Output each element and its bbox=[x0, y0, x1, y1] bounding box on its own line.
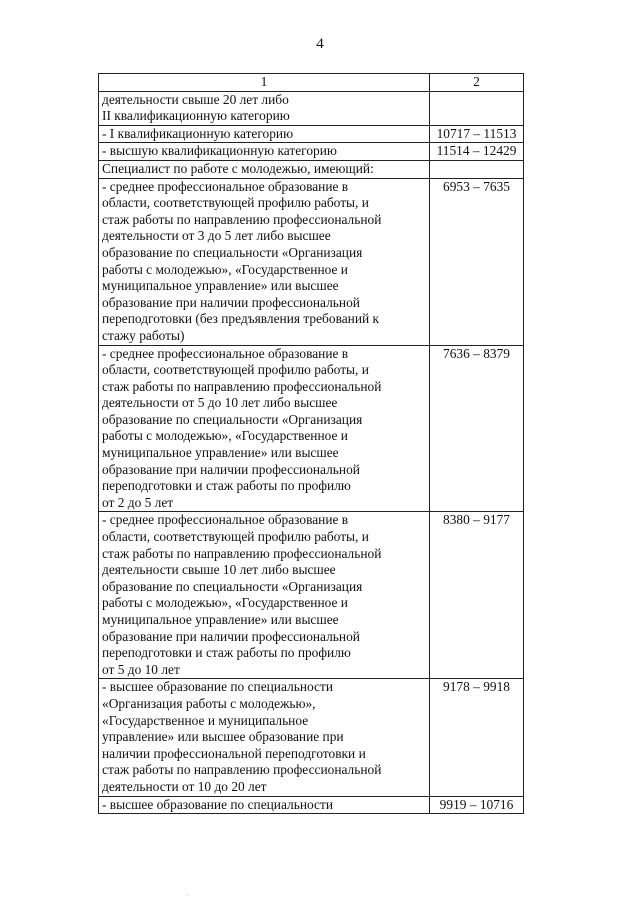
salary-range-cell: 9178 – 9918 bbox=[430, 679, 524, 796]
page-number: 4 bbox=[316, 36, 324, 52]
requirement-cell: - высшее образование по специальности «Организация работы с молодежью», «Государственное и муниципальное управление» или высшее образование при наличии профессиональной переподготовки и стаж работы по направлению профессиональной деятельности от 10 до 20 лет bbox=[99, 679, 430, 796]
column-header-1: 1 bbox=[99, 74, 430, 92]
table-row bbox=[99, 178, 524, 345]
salary-range-cell bbox=[430, 160, 524, 178]
table-row bbox=[99, 125, 524, 143]
requirement-cell: - среднее профессиональное образование в области, соответствующей профилю работы, и стаж работы по направлению профессиональной деятельности свыше 10 лет либо высшее образование по специальности «Организация работы с молодежью», «Государственное и муниципальное управление» или высшее образование при наличии профессиональной переподготовки и стаж работы по профилю от 5 до 10 лет bbox=[99, 512, 430, 679]
requirement-cell: - среднее профессиональное образование в области, соответствующей профилю работы, и стаж работы по направлению профессиональной деятельности от 3 до 5 лет либо высшее образование по специальности «Организация работы с молодежью», «Государственное и муниципальное управление» или высшее образование при наличии профессиональной переподготовки (без предъявления требований к стажу работы) bbox=[99, 178, 430, 345]
table-row bbox=[99, 345, 524, 512]
salary-range-cell: 9919 – 10716 bbox=[430, 796, 524, 814]
requirement-cell: деятельности свыше 20 лет либо II квалификационную категорию bbox=[99, 91, 430, 125]
table-header-row bbox=[99, 74, 524, 92]
table-row bbox=[99, 160, 524, 178]
table-row bbox=[99, 143, 524, 161]
requirement-cell: - высшую квалификационную категорию bbox=[99, 143, 430, 161]
table-row bbox=[99, 512, 524, 679]
salary-range-cell: 6953 – 7635 bbox=[430, 178, 524, 345]
table-row bbox=[99, 679, 524, 796]
salary-range-cell: 11514 – 12429 bbox=[430, 143, 524, 161]
salary-table bbox=[98, 73, 524, 814]
salary-range-cell bbox=[430, 91, 524, 125]
salary-range-cell: 8380 – 9177 bbox=[430, 512, 524, 679]
salary-range-cell: 10717 – 11513 bbox=[430, 125, 524, 143]
scan-artifact: ` bbox=[186, 893, 189, 902]
requirement-cell: - высшее образование по специальности bbox=[99, 796, 430, 814]
requirement-cell: - среднее профессиональное образование в области, соответствующей профилю работы, и стаж работы по направлению профессиональной деятельности от 5 до 10 лет либо высшее образование по специальности «Организация работы с молодежью», «Государственное и муниципальное управление» или высшее образование при наличии профессиональной переподготовки и стаж работы по профилю от 2 до 5 лет bbox=[99, 345, 430, 512]
column-header-2: 2 bbox=[430, 74, 524, 92]
section-heading-cell: Специалист по работе с молодежью, имеющий: bbox=[99, 160, 430, 178]
salary-range-cell: 7636 – 8379 bbox=[430, 345, 524, 512]
table-row bbox=[99, 91, 524, 125]
table-row bbox=[99, 796, 524, 814]
requirement-cell: - I квалификационную категорию bbox=[99, 125, 430, 143]
